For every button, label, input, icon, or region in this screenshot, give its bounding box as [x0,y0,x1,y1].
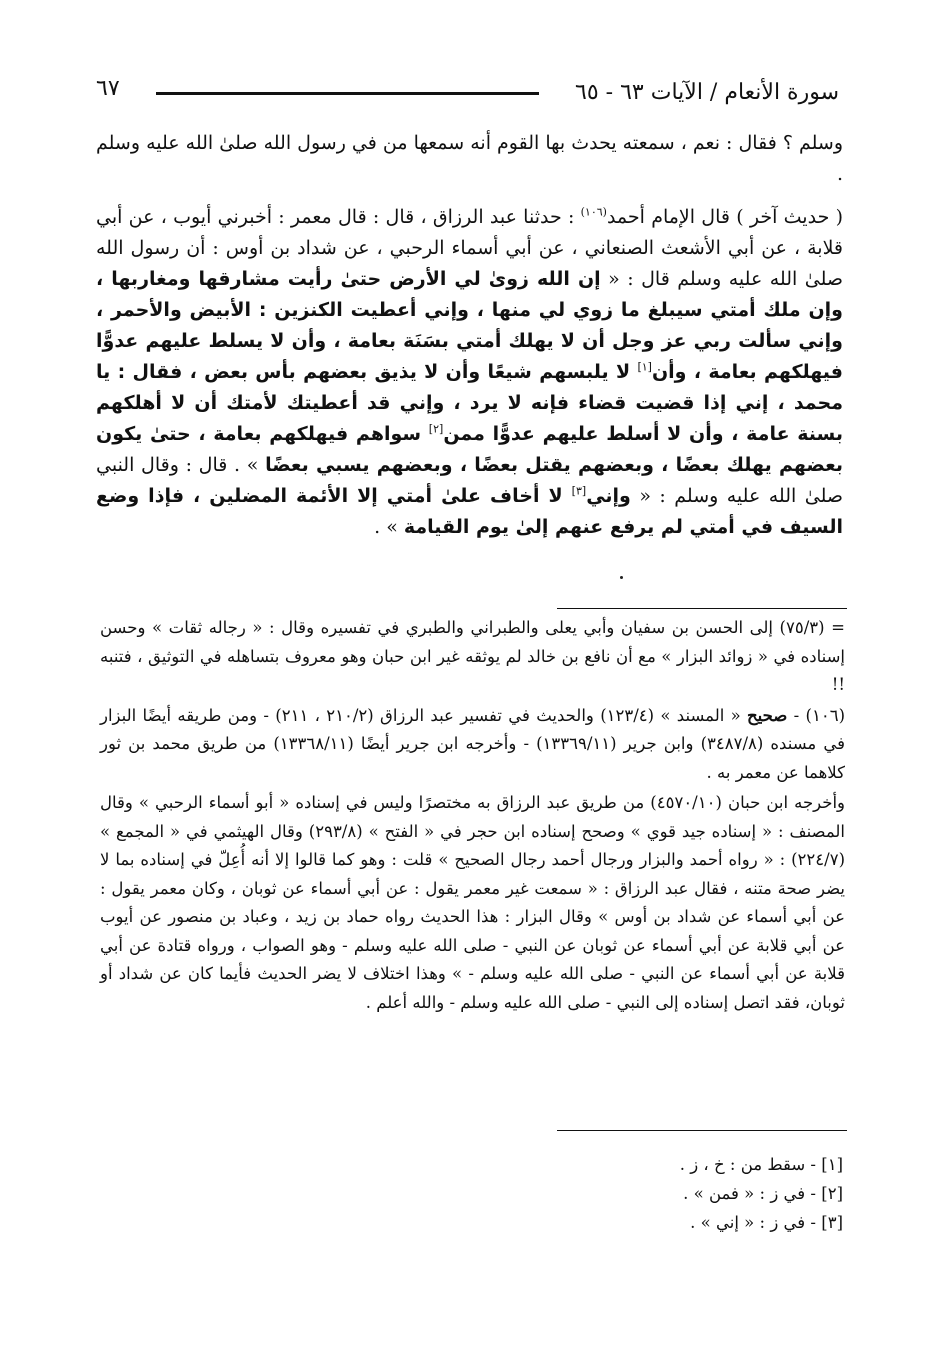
commentary-notes [100,614,845,1019]
footnote-2: [٢] - في ز : « فمن » . [683,1184,843,1203]
grading-label: صحيح [747,705,788,725]
hadith-text-3: سواهم فيهلكهم بعامة ، حتىٰ يكون بعضهم يهلك بعضًا ، وبعضهم يقتل بعضًا ، وبعضهم يسبي بعضًا [96,423,844,476]
note-continuation: = (٧٥/٣) إلى الحسن بن سفيان وأبي يعلى والطبراني والطبري في تفسيره وقال : « رجاله ثقات » وحسن إسناده في « زوائد البزار » مع أن نافع بن خالد لم يوثقه غير ابن حبان وهو معروف بتساهله في التوثيق ، فتنبه !! [100,618,845,694]
note-106-continued: وأخرجه ابن حبان (٤٥٧٠/١٠) من طريق عبد الرزاق به مختصرًا وليس في إسناده « أبو أسماء الرحبي » وقال المصنف : « إسناده جيد قوي » وصحح إسناده ابن حجر في « الفتح » (٢٩٣/٨) وقال الهيثمي في « المجمع » (٢٢٤/٧) : « رواه أحمد والبزار ورجال أحمد رجال الصحيح » قلت : وهو كما قالوا إلا أنه أُعِلّ في إسناده بما لا يضر صحة متنه ، فقال عبد الرزاق : « سمعت غير معمر يقول : عن أبي أسماء عن ثوبان ، وكان معمر يقول : عن أبي أسماء عن شداد بن أوس » وقال البزار : هذا الحديث رواه حماد بن زيد ، وعباد بن منصور عن أيوب عن أبي قلابة عن أبي أسماء عن ثوبان عن النبي - صلى الله عليه وسلم - وهو الصواب ، ورواه قتادة عن أبي قلابة عن أبي أسماء عن النبي - صلى الله عليه وسلم - » وهذا اختلاف لا يضر الحديث فأيما كان عن شداد أو ثوبان، فقد اتصل إسناده إلى النبي - صلى الله عليه وسلم - والله أعلم . [100,793,846,1012]
header-rule [156,92,539,95]
hadith-text-4: وإني [586,485,631,507]
footnotes-divider [557,1130,847,1131]
hadith-intro: ( حديث آخر ) قال الإمام أحمد [606,206,843,228]
running-title: سورة الأنعام / الآيات ٦٣ - ٦٥ [575,80,839,105]
paragraph-1: وسلم ؟ فقال : نعم ، سمعته يحدث بها القوم أنه سمعها من في رسول الله صلىٰ الله عليه وسلم . [96,132,843,185]
footnote-ref-1: [١] [637,360,652,374]
page-number: ٦٧ [96,76,120,101]
note-106: (١٠٦) - صحيح « المسند » (١٢٣/٤) والحديث في تفسير عبد الرزاق (٢١٠/٢ ، ٢١١) - ومن طريقه أيضًا البزار في مسنده (٣٤٨٧/٨) وابن جرير (١٣٣٦٩/١١) - وأخرجه ابن جرير أيضًا (١٣٣٦٨/١١) من طريق محمد بن ثور كلاهما عن معمر به . [100,705,845,782]
paragraph-2 [96,202,843,543]
stray-mark [620,576,623,579]
hadith-text-1: إن الله زوىٰ لي الأرض حتىٰ رأيت مشارقها ومغاربها ، وإن ملك أمتي سيبلغ ما زوي لي منها ، وإني أعطيت الكنزين : الأبيض والأحمر ، وإني سألت ربي عز وجل أن لا يهلك أمتي بسَنَة بعامة ، وأن لا يسلط عليهم عدوًّا فيهلكهم بعامة ، وأن [96,268,843,383]
footnote-3: [٣] - في ز : « إني » . [690,1213,843,1232]
footnote-ref-2: [٢] [428,422,444,436]
footnotes [100,1150,843,1237]
narration-bridge: » . قال : وقال النبي صلىٰ الله عليه وسلم : « [96,454,843,507]
hadith-end: » . [374,516,404,538]
footnote-1: [١] - سقط من : خ ، ز . [679,1155,843,1174]
notes-divider [557,608,847,609]
main-text [96,128,843,555]
note-ref-106: (١٠٦) [580,205,607,219]
page-header [96,76,839,116]
hadith-text-5: لا أخاف علىٰ أمتي إلا الأئمة المضلين ، فإذا وضع السيف في أمتي لم يرفع عنهم إلىٰ يوم القيامة [96,485,843,538]
hadith-text-2: لا يلبسهم شيعًا وأن لا يذيق بعضهم بأس بعض ، فقال : يا محمد ، إني إذا قضيت قضاء فإنه لا يرد ، وإني قد أعطيتك لأمتك أن لا أهلكهم بسنة عامة ، وأن لا أسلط عليهم عدوًّا ممن [96,361,843,445]
footnote-ref-3: [٣] [571,484,587,498]
isnad-text: : حدثنا عبد الرزاق ، قال : قال معمر : أخبرني أيوب ، عن أبي قلابة ، عن أبي الأشعث الصنعاني ، عن أبي أسماء الرحبي ، عن شداد بن أوس : أن رسول الله صلىٰ الله عليه وسلم قال : « [96,206,843,290]
